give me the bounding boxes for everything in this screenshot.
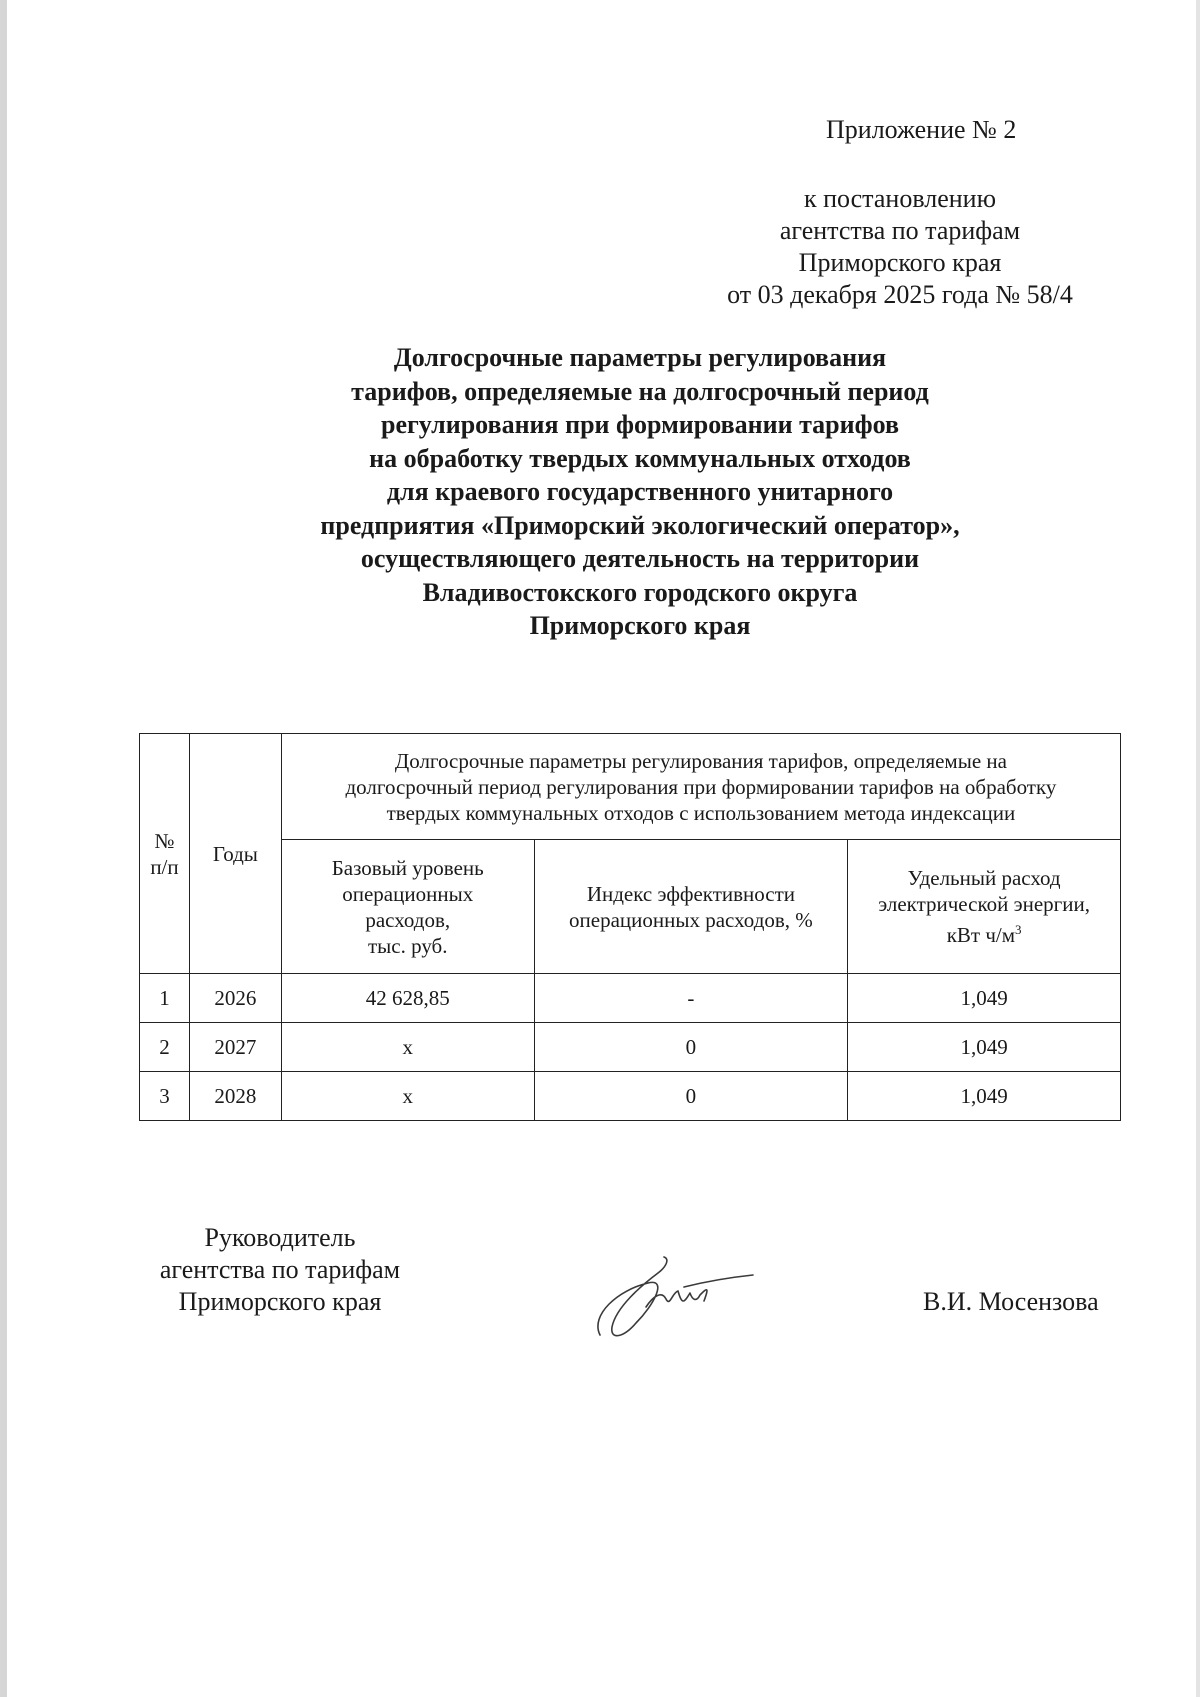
position-line: Приморского края <box>178 1287 382 1316</box>
cell-index: 0 <box>534 1023 848 1072</box>
header-energy-line: электрической энергии, <box>878 892 1091 916</box>
table-row <box>140 974 1121 1023</box>
cell-energy: 1,049 <box>848 974 1121 1023</box>
header-energy-consumption <box>848 840 1121 974</box>
parameters-table <box>139 733 1121 1121</box>
resolution-line: агентства по тарифам <box>779 216 1021 245</box>
header-number <box>140 734 190 974</box>
cell-number: 2 <box>140 1023 190 1072</box>
header-number-line: № <box>154 828 175 853</box>
resolution-line: от 03 декабря 2025 года № 58/4 <box>727 280 1073 309</box>
title-line: на обработку твердых коммунальных отходов <box>369 443 911 473</box>
position-line: Руководитель <box>204 1223 356 1252</box>
header-index-line: Индекс эффективности <box>586 881 796 906</box>
document-title <box>160 341 1120 643</box>
cell-index: 0 <box>534 1072 848 1121</box>
appendix-number: Приложение № 2 <box>826 115 1017 144</box>
resolution-line: к постановлению <box>803 184 997 213</box>
header-base-expenses <box>281 840 534 974</box>
title-line: осуществляющего деятельность на территории <box>360 544 920 573</box>
table-row <box>140 1023 1121 1072</box>
table-header-row <box>140 734 1121 840</box>
header-group-line: долгосрочный период регулирования при формировании тарифов на обработку <box>345 774 1057 799</box>
header-number-line: п/п <box>150 854 179 879</box>
cell-energy: 1,049 <box>848 1072 1121 1121</box>
header-base-line: операционных <box>342 881 474 906</box>
cell-year: 2028 <box>189 1072 281 1121</box>
cell-base: x <box>281 1072 534 1121</box>
header-energy-line: кВт ч/м <box>946 923 1016 947</box>
cell-energy: 1,049 <box>848 1023 1121 1072</box>
header-base-line: тыс. руб. <box>367 933 448 958</box>
header-year: Годы <box>189 734 281 974</box>
header-base-line: расходов, <box>365 907 451 932</box>
position-line: агентства по тарифам <box>159 1255 401 1284</box>
table-subheader-row <box>140 840 1121 974</box>
signatory-name: В.И. Мосензова <box>923 1287 1099 1316</box>
header-index-line: операционных расходов, % <box>569 907 813 932</box>
cell-year: 2026 <box>189 974 281 1023</box>
cell-base: 42 628,85 <box>281 974 534 1023</box>
title-line: регулирования при формировании тарифов <box>381 410 899 439</box>
resolution-line: Приморского края <box>798 248 1002 277</box>
header-base-line: Базовый уровень <box>331 855 484 880</box>
title-line: Приморского края <box>529 611 751 640</box>
header-efficiency-index <box>534 840 848 974</box>
title-line: Владивостокского городского округа <box>422 577 858 607</box>
cell-number: 3 <box>140 1072 190 1121</box>
title-line: тарифов, определяемые на долгосрочный период <box>351 376 929 406</box>
scan-edge-left <box>0 0 7 1697</box>
title-line: для краевого государственного унитарного <box>386 477 894 506</box>
resolution-reference <box>700 183 1100 311</box>
table-row <box>140 1072 1121 1121</box>
title-line: Долгосрочные параметры регулирования <box>393 343 887 372</box>
title-line: предприятия «Приморский экологический оператор», <box>320 510 960 540</box>
cell-number: 1 <box>140 974 190 1023</box>
unit-superscript: 3 <box>1015 922 1022 937</box>
signatory-position <box>130 1222 430 1318</box>
cell-index: - <box>534 974 848 1023</box>
header-group <box>281 734 1120 840</box>
handwritten-signature <box>588 1245 758 1355</box>
cell-base: x <box>281 1023 534 1072</box>
cell-year: 2027 <box>189 1023 281 1072</box>
header-group-line: твердых коммунальных отходов с использованием метода индексации <box>386 800 1016 825</box>
scan-edge-right <box>1196 0 1200 1697</box>
header-group-line: Долгосрочные параметры регулирования тарифов, определяемые на <box>394 748 1007 773</box>
header-energy-line: Удельный расход <box>907 866 1061 890</box>
